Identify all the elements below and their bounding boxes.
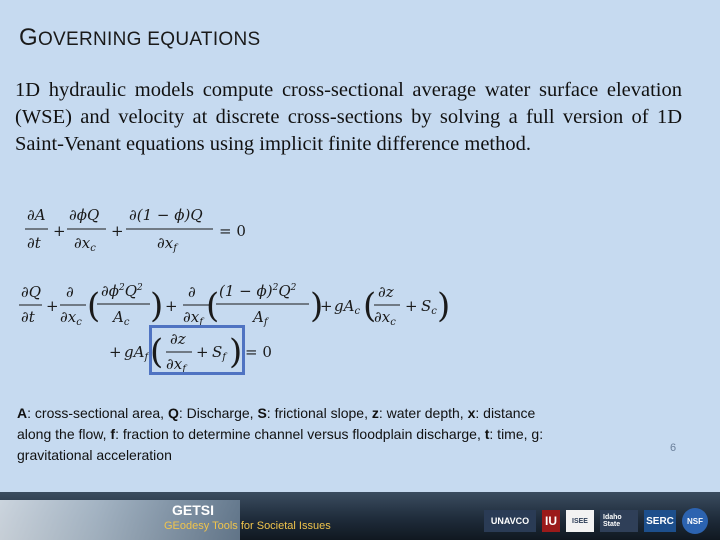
variable-legend xyxy=(17,403,557,466)
svg-text:gAc: $gA_c$ xyxy=(334,297,361,317)
svg-text:): ) xyxy=(150,286,164,326)
svg-text:gAf: $gA_f$ xyxy=(124,343,149,363)
svg-text:Ac: $A_c$ xyxy=(113,308,130,328)
legend-desc-f: : fraction to determine channel versus floodplain discharge, xyxy=(115,426,485,442)
svg-text:∂t: ∂t xyxy=(27,234,41,252)
svg-text:∂A: ∂A xyxy=(27,206,46,224)
svg-text:= 0: = 0 xyxy=(245,343,272,361)
legend-desc-q: : Discharge, xyxy=(178,405,258,421)
svg-text:∂ϕQ: ∂ϕQ xyxy=(69,206,100,224)
legend-key-t: t xyxy=(484,426,490,442)
svg-text:(: ( xyxy=(363,286,377,326)
legend-desc-t: : time, g: gravitational acceleration xyxy=(17,426,544,463)
getsi-tagline: GEodesy Tools for Societal Issues xyxy=(164,520,331,532)
legend-key-a: A xyxy=(17,405,28,421)
title-rest: OVERNING EQUATIONS xyxy=(37,29,261,50)
svg-text:= 0: = 0 xyxy=(219,222,246,240)
serc-logo: SERC xyxy=(644,510,676,532)
svg-text:∂(1 − ϕ)Q: ∂(1 − ϕ)Q xyxy=(129,206,203,224)
svg-text:∂z: ∂z xyxy=(170,330,186,348)
svg-text:+: + xyxy=(320,297,333,315)
svg-text:+: + xyxy=(46,297,59,315)
friction-term-highlight-box xyxy=(149,325,245,375)
idaho-state-logo: Idaho State xyxy=(600,510,638,532)
svg-text:(: ( xyxy=(206,286,220,326)
svg-text:): ) xyxy=(310,286,324,326)
getsi-logo-text: GETSI xyxy=(172,502,215,518)
legend-key-q: Q xyxy=(167,405,179,421)
legend-key-f: f xyxy=(110,426,116,442)
unavco-logo: UNAVCO xyxy=(484,510,536,532)
nsf-logo: NSF xyxy=(682,508,708,534)
svg-text:(1 − ϕ)2Q2: $(1 - \phi)^2Q^2$ xyxy=(219,282,297,300)
page-number: 6 xyxy=(670,442,677,454)
svg-text:∂z: ∂z xyxy=(378,283,394,301)
svg-text:∂xc: $\partial x_c$ xyxy=(74,234,96,254)
partner-logos xyxy=(484,506,720,536)
svg-text:∂: ∂ xyxy=(188,283,196,301)
svg-text:∂xf: $\partial x_f$ xyxy=(157,234,177,254)
svg-text:Sf: $S_f$ xyxy=(212,343,226,363)
svg-text:∂xc: $\partial x_c$ xyxy=(60,308,82,328)
isee-logo: ISEE xyxy=(566,510,594,532)
svg-text:Af: $A_f$ xyxy=(253,308,268,328)
title-initial: G xyxy=(19,24,38,51)
legend-desc-z: : water depth, xyxy=(378,405,468,421)
svg-text:+: + xyxy=(165,297,178,315)
legend-key-z: z xyxy=(371,405,379,421)
legend-desc-a: : cross-sectional area, xyxy=(27,405,168,421)
svg-text:+: + xyxy=(196,343,209,361)
continuity-equation xyxy=(25,206,246,254)
svg-text:): ) xyxy=(229,332,243,372)
svg-text:(: ( xyxy=(87,286,101,326)
svg-text:∂Q: ∂Q xyxy=(21,283,42,301)
svg-text:∂ϕ2Q2: $\partial\phi^2Q^2$ xyxy=(101,282,143,300)
svg-text:(: ( xyxy=(150,332,164,372)
svg-text:∂t: ∂t xyxy=(21,308,35,326)
intro-paragraph: 1D hydraulic models compute cross-sectional average water surface elevation (WSE) and velocity at discrete cross-sections by solving a full version of 1D Saint-Venant equations using implicit finite difference method. xyxy=(15,79,682,155)
legend-key-s: S xyxy=(257,405,267,421)
svg-text:): ) xyxy=(437,286,451,326)
svg-text:∂xf: $\partial x_f$ xyxy=(183,308,203,328)
iu-logo: IU xyxy=(542,510,560,532)
legend-key-x: x xyxy=(467,405,476,421)
svg-text:∂xf: $\partial x_f$ xyxy=(166,355,186,375)
svg-text:+: + xyxy=(109,343,122,361)
svg-text:∂xc: $\partial x_c$ xyxy=(374,308,396,328)
svg-text:∂: ∂ xyxy=(66,283,74,301)
svg-text:+: + xyxy=(53,222,66,240)
svg-text:Sc: $S_c$ xyxy=(421,297,437,317)
legend-desc-x: : distance along the flow, xyxy=(17,405,536,442)
legend-desc-s: : frictional slope, xyxy=(266,405,372,421)
svg-text:+: + xyxy=(405,297,418,315)
svg-text:+: + xyxy=(111,222,124,240)
